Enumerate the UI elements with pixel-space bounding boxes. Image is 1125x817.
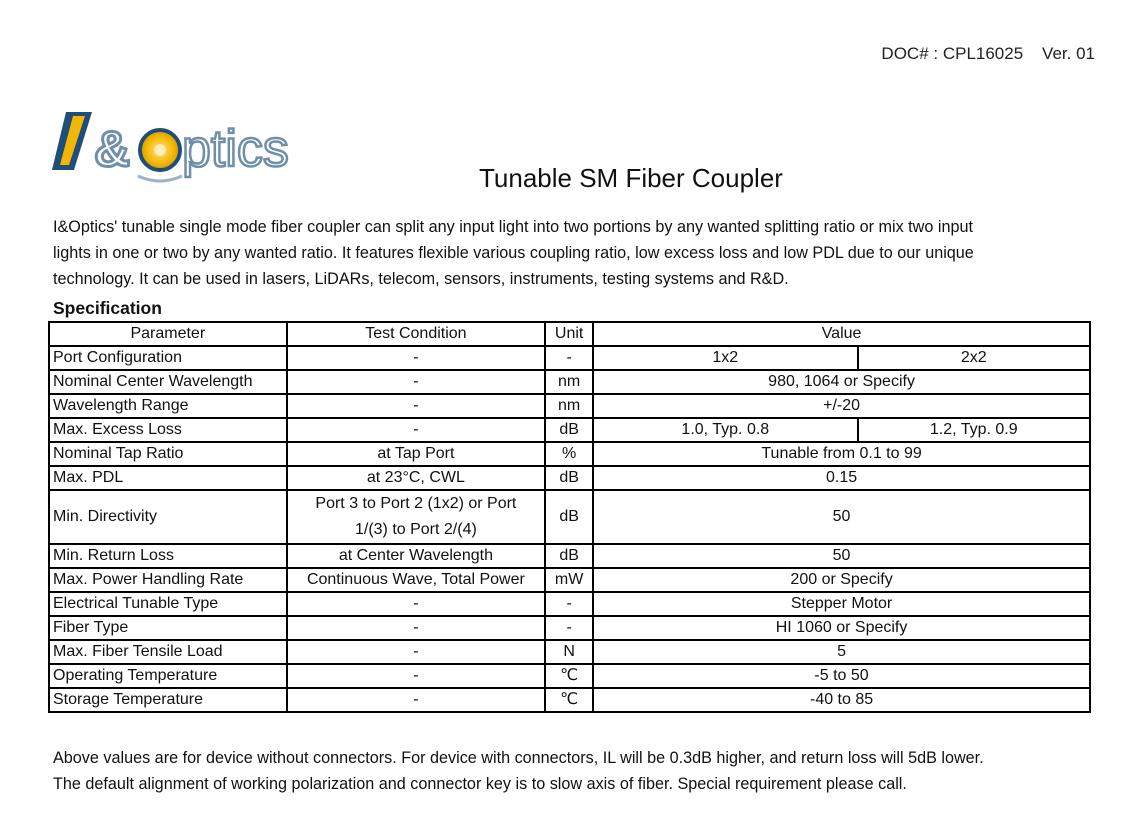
value-cell: -40 to 85 <box>593 688 1090 712</box>
unit-cell: mW <box>545 568 593 592</box>
table-row <box>49 616 1090 640</box>
param-cell: Max. Excess Loss <box>49 418 287 442</box>
logo-ampersand: & <box>94 121 131 177</box>
param-cell: Nominal Center Wavelength <box>49 370 287 394</box>
unit-cell: % <box>545 442 593 466</box>
value-cell: +/-20 <box>593 394 1090 418</box>
value-cell: -5 to 50 <box>593 664 1090 688</box>
header-condition: Test Condition <box>287 322 546 346</box>
table-row <box>49 592 1090 616</box>
param-cell: Port Configuration <box>49 346 287 370</box>
condition-cell: at Center Wavelength <box>287 544 546 568</box>
condition-cell <box>287 490 546 544</box>
condition-cell: - <box>287 394 546 418</box>
value-cell: 200 or Specify <box>593 568 1090 592</box>
footnote-line: Above values are for device without connectors. For device with connectors, IL will be 0.3dB higher, and return loss will 5dB lower. <box>53 749 984 767</box>
condition-cell: - <box>287 418 546 442</box>
unit-cell: N <box>545 640 593 664</box>
company-logo <box>52 108 312 188</box>
condition-cell: - <box>287 664 546 688</box>
condition-cell: at 23°C, CWL <box>287 466 546 490</box>
intro-paragraph <box>53 214 1073 292</box>
condition-cell: - <box>287 640 546 664</box>
param-cell: Nominal Tap Ratio <box>49 442 287 466</box>
table-row <box>49 490 1090 544</box>
table-row <box>49 640 1090 664</box>
condition-cell: - <box>287 616 546 640</box>
logo-wordmark: ptics <box>182 120 289 178</box>
condition-cell: - <box>287 688 546 712</box>
value-cell-2x2: 1.2, Typ. 0.9 <box>858 418 1091 442</box>
table-header-row <box>49 322 1090 346</box>
page-title: Tunable SM Fiber Coupler <box>479 163 783 193</box>
condition-cell: - <box>287 592 546 616</box>
param-cell: Max. Fiber Tensile Load <box>49 640 287 664</box>
unit-cell: dB <box>545 490 593 544</box>
unit-cell: dB <box>545 466 593 490</box>
condition-line: Port 3 to Port 2 (1x2) or Port <box>315 495 517 512</box>
param-cell: Min. Directivity <box>49 490 287 544</box>
value-cell-1x2: 1.0, Typ. 0.8 <box>593 418 857 442</box>
value-cell: 50 <box>593 544 1090 568</box>
unit-cell: dB <box>545 544 593 568</box>
value-cell: 980, 1064 or Specify <box>593 370 1090 394</box>
param-cell: Operating Temperature <box>49 664 287 688</box>
table-row <box>49 394 1090 418</box>
footnote <box>53 745 1093 797</box>
value-cell: 50 <box>593 490 1090 544</box>
condition-cell: at Tap Port <box>287 442 546 466</box>
param-cell: Storage Temperature <box>49 688 287 712</box>
condition-cell: Continuous Wave, Total Power <box>287 568 546 592</box>
spec-table <box>48 321 1091 713</box>
value-cell-1x2: 1x2 <box>593 346 857 370</box>
table-row <box>49 442 1090 466</box>
param-cell: Electrical Tunable Type <box>49 592 287 616</box>
unit-cell: - <box>545 616 593 640</box>
value-cell: HI 1060 or Specify <box>593 616 1090 640</box>
condition-cell: - <box>287 346 546 370</box>
unit-cell: ℃ <box>545 664 593 688</box>
unit-cell: - <box>545 592 593 616</box>
table-row <box>49 568 1090 592</box>
param-cell: Fiber Type <box>49 616 287 640</box>
intro-line: technology. It can be used in lasers, LiDARs, telecom, sensors, instruments, testing systems and R&D. <box>53 270 789 288</box>
unit-cell: nm <box>545 370 593 394</box>
value-cell: Tunable from 0.1 to 99 <box>593 442 1090 466</box>
param-cell: Max. PDL <box>49 466 287 490</box>
doc-id: DOC# : CPL16025 Ver. 01 <box>881 44 1095 63</box>
param-cell: Max. Power Handling Rate <box>49 568 287 592</box>
condition-cell: - <box>287 370 546 394</box>
table-row <box>49 418 1090 442</box>
table-row <box>49 466 1090 490</box>
intro-line: lights in one or two by any wanted ratio. It features flexible various coupling ratio, low excess loss and low PDL due to our unique <box>53 244 974 262</box>
unit-cell: - <box>545 346 593 370</box>
intro-line: I&Optics' tunable single mode fiber coupler can split any input light into two portions by any wanted splitting ratio or mix two input <box>53 218 973 236</box>
param-cell: Wavelength Range <box>49 394 287 418</box>
table-row <box>49 346 1090 370</box>
unit-cell: nm <box>545 394 593 418</box>
footnote-line: The default alignment of working polarization and connector key is to slow axis of fiber. Special requirement please call. <box>53 775 907 793</box>
param-cell: Min. Return Loss <box>49 544 287 568</box>
condition-line: 1/(3) to Port 2/(4) <box>354 521 477 538</box>
table-row <box>49 370 1090 394</box>
value-cell: Stepper Motor <box>593 592 1090 616</box>
unit-cell: ℃ <box>545 688 593 712</box>
value-cell-2x2: 2x2 <box>858 346 1091 370</box>
header-unit: Unit <box>545 322 593 346</box>
value-cell: 5 <box>593 640 1090 664</box>
header-parameter: Parameter <box>49 322 287 346</box>
table-row <box>49 688 1090 712</box>
value-cell: 0.15 <box>593 466 1090 490</box>
header-value: Value <box>593 322 1090 346</box>
table-row <box>49 544 1090 568</box>
table-row <box>49 664 1090 688</box>
unit-cell: dB <box>545 418 593 442</box>
spec-heading: Specification <box>53 298 162 318</box>
